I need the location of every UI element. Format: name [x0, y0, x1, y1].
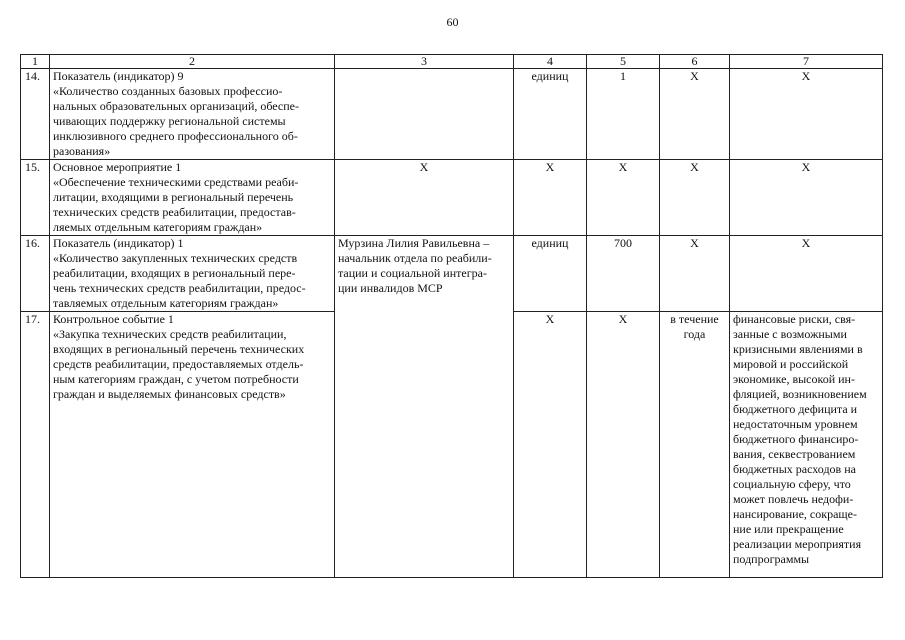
responsible-cell: X [335, 160, 514, 236]
row-number: 15. [21, 160, 50, 236]
row-description [50, 69, 335, 160]
row-title: Показатель (индикатор) 1 [53, 236, 184, 250]
unit-cell: X [514, 160, 587, 236]
responsible-line: тации и социальной интегра- [338, 266, 487, 280]
row-text-line: технических средств реабилитации, предостав- [53, 205, 296, 219]
row-description [50, 236, 335, 312]
table-row [21, 69, 883, 160]
row-title: Контрольное событие 1 [53, 312, 174, 326]
risk-line: нансирование, сокраще- [733, 507, 857, 521]
header-cell: 6 [660, 55, 730, 69]
row-text-line: средств реабилитации, предоставляемых отдель- [53, 357, 304, 371]
risk-line: вания, секвестрованием [733, 447, 856, 461]
row-text-line: «Количество созданных базовых профессио- [53, 84, 283, 98]
risk-line: ние или прекращение [733, 522, 844, 536]
risk-cell: X [730, 160, 883, 236]
header-cell: 3 [335, 55, 514, 69]
row-text-line: ляемых отдельным категориям граждан» [53, 220, 263, 234]
row-title: Основное мероприятие 1 [53, 160, 182, 174]
row-text-line: инклюзивного среднего профессионального об- [53, 129, 298, 143]
row-number: 17. [21, 312, 50, 578]
responsible-line: Мурзина Лилия Равильевна – [338, 236, 490, 250]
row-text-line: нальных образовательных организаций, обеспе- [53, 99, 300, 113]
row-description [50, 312, 335, 578]
risk-cell: X [730, 236, 883, 312]
row-text-line: ным категориям граждан, с учетом потребности [53, 372, 299, 386]
header-cell: 5 [587, 55, 660, 69]
row-text-line: чень технических средств реабилитации, предос- [53, 281, 306, 295]
row-number: 14. [21, 69, 50, 160]
unit-cell: единиц [514, 69, 587, 160]
risk-line: бюджетного дефицита и [733, 402, 858, 416]
row-text-line: «Количество закупленных технических средств [53, 251, 298, 265]
row-description [50, 160, 335, 236]
row-text-line: литации, входящими в региональный перечень [53, 190, 294, 204]
responsible-cell [335, 236, 514, 578]
risk-line: мировой и российской [733, 357, 849, 371]
risk-line: социальную сферу, что [733, 477, 851, 491]
program-table [20, 54, 883, 578]
header-cell: 4 [514, 55, 587, 69]
risk-line: фляцией, возникновением [733, 387, 867, 401]
header-cell: 2 [50, 55, 335, 69]
row-text-line: чивающих поддержку региональной системы [53, 114, 286, 128]
table-row [21, 160, 883, 236]
row-number: 16. [21, 236, 50, 312]
risk-line: бюджетного финансиро- [733, 432, 859, 446]
table-row [21, 236, 883, 312]
deadline-cell [660, 312, 730, 578]
row-title: Показатель (индикатор) 9 [53, 69, 184, 83]
responsible-line: ции инвалидов МСР [338, 281, 443, 295]
risk-line: занные с возможными [733, 327, 847, 341]
risk-line: финансовые риски, свя- [733, 312, 856, 326]
risk-cell [730, 312, 883, 578]
header-cell: 1 [21, 55, 50, 69]
row-text-line: «Закупка технических средств реабилитации, [53, 327, 287, 341]
value-cell: X [587, 312, 660, 578]
unit-cell: единиц [514, 236, 587, 312]
risk-line: кризисными явлениями в [733, 342, 863, 356]
row-text-line: реабилитации, входящих в региональный пере- [53, 266, 296, 280]
risk-line: подпрограммы [733, 552, 810, 566]
risk-line: бюджетных расходов на [733, 462, 856, 476]
deadline-cell: X [660, 69, 730, 160]
risk-line: может повлечь недофи- [733, 492, 854, 506]
responsible-line: начальник отдела по реабили- [338, 251, 492, 265]
risk-line: реализации мероприятия [733, 537, 862, 551]
row-text-line: «Обеспечение техническими средствами реаби- [53, 175, 299, 189]
risk-line: недостаточным уровнем [733, 417, 858, 431]
value-cell: 700 [587, 236, 660, 312]
header-cell: 7 [730, 55, 883, 69]
page-number: 60 [446, 15, 459, 29]
deadline-cell: X [660, 236, 730, 312]
row-text-line: тавляемых отдельным категориям граждан» [53, 296, 279, 310]
value-cell: 1 [587, 69, 660, 160]
risk-cell: X [730, 69, 883, 160]
deadline-cell: X [660, 160, 730, 236]
responsible-cell [335, 69, 514, 160]
unit-cell: X [514, 312, 587, 578]
risk-line: экономике, высокой ин- [733, 372, 855, 386]
deadline-line: года [683, 327, 706, 341]
value-cell: X [587, 160, 660, 236]
row-text-line: входящих в региональный перечень технических [53, 342, 305, 356]
row-text-line: граждан и выделяемых финансовых средств» [53, 387, 286, 401]
row-text-line: разования» [53, 144, 111, 158]
deadline-line: в течение [670, 312, 719, 326]
header-row [21, 55, 883, 69]
